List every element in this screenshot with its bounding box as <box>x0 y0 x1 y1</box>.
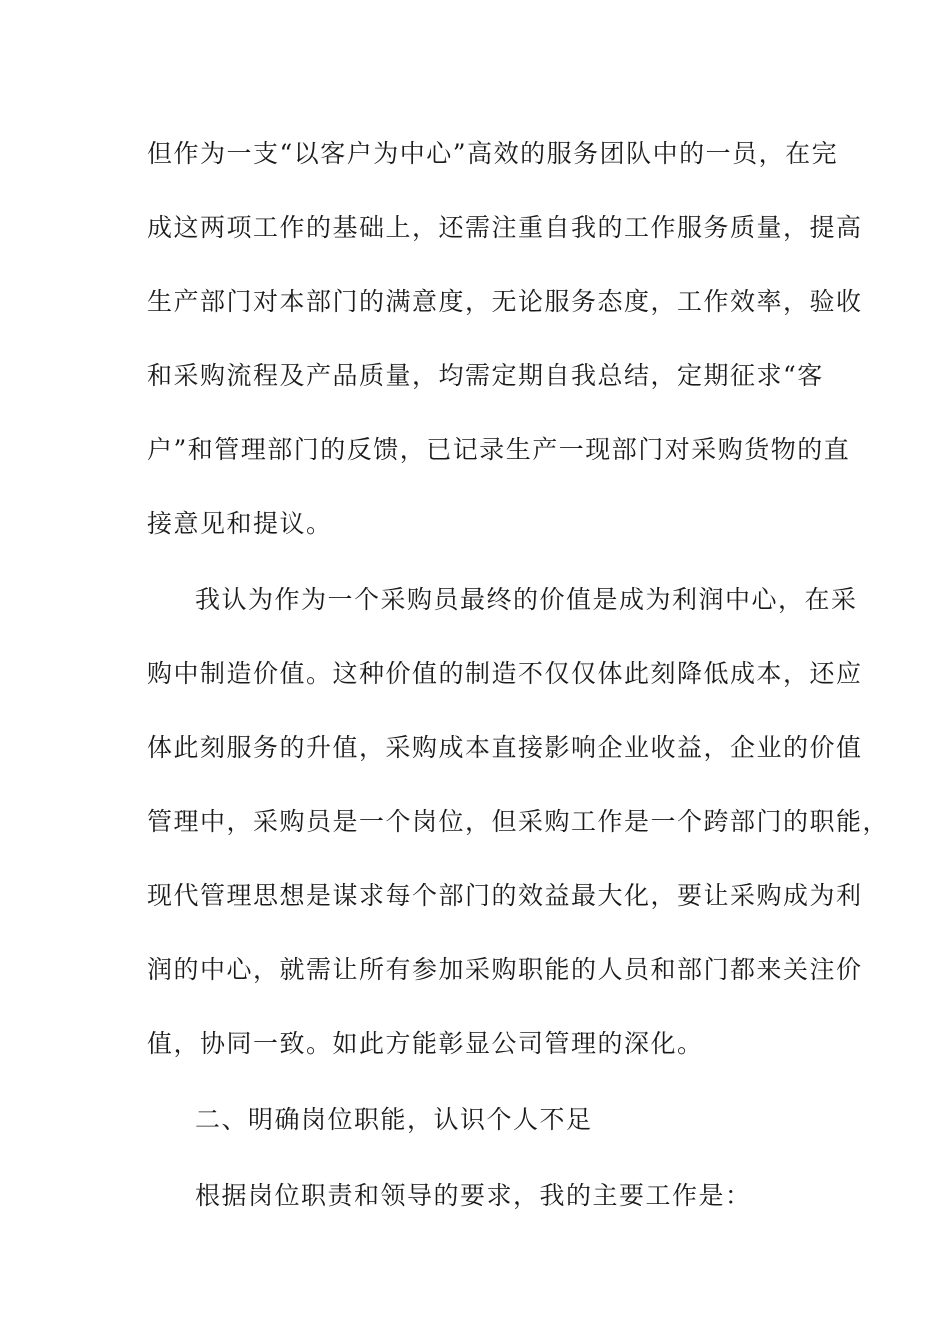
paragraph-1-line-3: 生产部门对本部门的满意度，无论服务态度，工作效率，验收 <box>147 287 863 316</box>
paragraph-1-line-5: 户”和管理部门的反馈，已记录生产一现部门对采购货物的直 <box>147 435 851 464</box>
section-heading: 二、明确岗位职能，认识个人不足 <box>195 1105 593 1134</box>
paragraph-1-line-4: 和采购流程及产品质量，均需定期自我总结，定期征求“客 <box>147 361 824 390</box>
paragraph-3-line-1: 根据岗位职责和领导的要求，我的主要工作是： <box>195 1181 752 1210</box>
paragraph-2-line-1: 我认为作为一个采购员最终的价值是成为利润中心，在采 <box>195 585 858 614</box>
paragraph-2-line-4: 管理中，采购员是一个岗位，但采购工作是一个跨部门的职能， <box>147 807 890 836</box>
paragraph-1-line-2: 成这两项工作的基础上，还需注重自我的工作服务质量，提高 <box>147 213 863 242</box>
paragraph-2-line-7: 值，协同一致。如此方能彰显公司管理的深化。 <box>147 1029 704 1058</box>
paragraph-2-line-6: 润的中心，就需让所有参加采购职能的人员和部门都来关注价 <box>147 955 863 984</box>
paragraph-2-line-3: 体此刻服务的升值，采购成本直接影响企业收益，企业的价值 <box>147 733 863 762</box>
paragraph-1-line-6: 接意见和提议。 <box>147 509 333 538</box>
paragraph-2-line-5: 现代管理思想是谋求每个部门的效益最大化，要让采购成为利 <box>147 881 863 910</box>
paragraph-2-line-2: 购中制造价值。这种价值的制造不仅仅体此刻降低成本，还应 <box>147 659 863 688</box>
paragraph-1-line-1: 但作为一支“以客户为中心”高效的服务团队中的一员，在完 <box>147 139 839 168</box>
